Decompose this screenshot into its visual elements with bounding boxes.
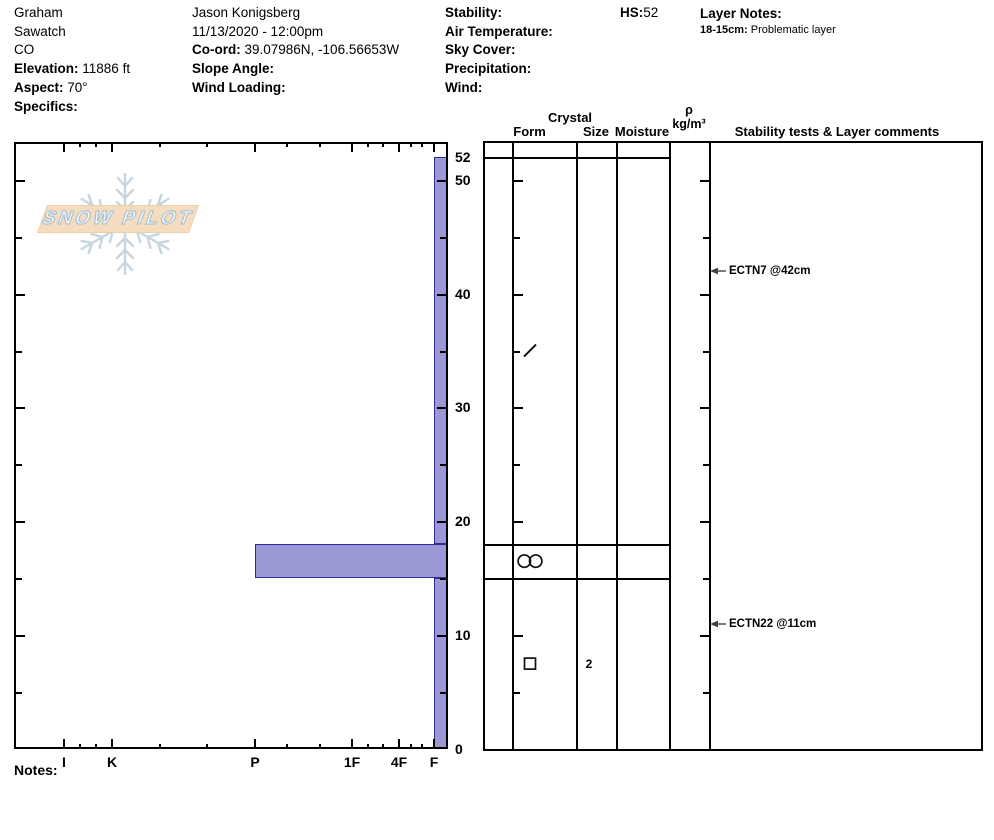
layer-notes-title: Layer Notes: <box>700 6 782 21</box>
hardness-tick <box>398 739 400 749</box>
left-arrow-icon <box>710 619 727 629</box>
hardness-tick <box>206 142 208 147</box>
hardness-tick <box>433 739 435 749</box>
hardness-axis-label: P <box>250 754 260 770</box>
coord-value: 39.07986N, -106.56653W <box>244 42 400 58</box>
depth-tick <box>437 407 446 409</box>
elevation-value: 11886 ft <box>82 61 131 77</box>
hardness-tick <box>410 744 412 749</box>
hardness-tick <box>351 739 353 749</box>
aspect-value: 70° <box>67 79 88 95</box>
layer-notes <box>700 4 836 37</box>
depth-tick <box>703 351 709 353</box>
hardness-tick <box>111 142 113 152</box>
layer-boundary-line <box>483 157 671 159</box>
grain-form-MFcl-icon <box>530 555 542 567</box>
left-arrow-icon <box>710 266 727 276</box>
coord-row <box>192 41 399 60</box>
mountain-range: Sawatch <box>14 23 66 39</box>
depth-tick <box>16 464 22 466</box>
depth-tick <box>440 464 446 466</box>
hardness-tick <box>254 739 256 749</box>
depth-tick <box>514 635 523 637</box>
depth-tick <box>16 351 22 353</box>
hardness-tick <box>79 142 81 147</box>
stability-test-annotation <box>710 265 811 277</box>
specifics-label: Specifics: <box>14 98 78 114</box>
depth-tick <box>16 237 22 239</box>
table-top-border <box>483 141 983 143</box>
comments-column-header: Stability tests & Layer comments <box>734 124 940 139</box>
grain-form-FC-icon <box>525 658 536 669</box>
depth-axis-label: 0 <box>455 741 463 757</box>
hardness-tick <box>95 744 97 749</box>
hardness-tick <box>398 142 400 152</box>
sky-cover-label: Sky Cover: <box>445 42 516 58</box>
hardness-axis-label: I <box>62 754 66 770</box>
observer-info <box>192 4 399 98</box>
hardness-axis-label: F <box>429 754 439 770</box>
elevation-label: Elevation: <box>14 61 79 77</box>
hardness-tick <box>63 142 65 152</box>
depth-tick <box>700 521 709 523</box>
size-column-header: Size <box>582 124 609 139</box>
depth-tick <box>437 521 446 523</box>
hs-label: HS: <box>620 5 644 20</box>
hardness-tick <box>421 744 423 749</box>
depth-axis-label: 10 <box>455 627 471 644</box>
hardness-tick <box>319 142 321 147</box>
depth-tick <box>703 464 709 466</box>
depth-tick <box>514 294 523 296</box>
hardness-tick <box>351 142 353 152</box>
depth-tick <box>700 635 709 637</box>
depth-tick <box>440 578 446 580</box>
density-column-header <box>669 103 709 131</box>
hs-row <box>620 4 658 23</box>
crystal-column-header: Crystal <box>547 110 593 125</box>
depth-tick <box>16 407 25 409</box>
depth-tick <box>514 351 520 353</box>
depth-axis-label: 20 <box>455 513 471 530</box>
state: CO <box>14 42 35 58</box>
layer-note-range: 18-15cm: <box>700 24 748 36</box>
hardness-tick <box>95 142 97 147</box>
hardness-tick <box>319 744 321 749</box>
depth-axis-label: 52 <box>455 149 471 165</box>
depth-tick <box>514 407 523 409</box>
depth-tick <box>700 180 709 182</box>
hardness-axis-label: 1F <box>343 754 361 770</box>
wind-loading-label: Wind Loading: <box>192 79 286 95</box>
depth-tick <box>16 578 22 580</box>
depth-tick <box>703 578 709 580</box>
depth-tick <box>514 464 520 466</box>
depth-tick <box>16 635 25 637</box>
form-column-header: Form <box>513 124 546 139</box>
depth-tick <box>514 237 520 239</box>
hardness-tick <box>159 744 161 749</box>
grain-size-value: 2 <box>585 656 593 671</box>
layer-note-entry <box>700 23 836 37</box>
depth-tick <box>16 294 25 296</box>
depth-tick <box>16 521 25 523</box>
depth-tick <box>514 692 520 694</box>
grain-form-DF-icon <box>524 345 536 357</box>
depth-tick <box>437 294 446 296</box>
aspect-row <box>14 79 130 98</box>
density-symbol: ρ <box>685 103 693 117</box>
depth-axis-label: 50 <box>455 171 471 188</box>
precipitation-label: Precipitation: <box>445 61 532 77</box>
layer-boundary-line <box>483 578 671 580</box>
hardness-tick <box>63 739 65 749</box>
depth-tick <box>514 180 523 182</box>
hardness-tick <box>382 142 384 147</box>
hardness-tick <box>159 142 161 147</box>
depth-tick <box>16 180 25 182</box>
depth-tick <box>514 521 523 523</box>
hardness-tick <box>254 142 256 152</box>
elevation-row <box>14 60 130 79</box>
hardness-axis-label: 4F <box>390 754 408 770</box>
hardness-tick <box>79 744 81 749</box>
depth-tick <box>440 237 446 239</box>
moisture-column-header: Moisture <box>614 124 670 139</box>
observation-datetime: 11/13/2020 - 12:00pm <box>192 23 324 39</box>
hardness-tick <box>382 744 384 749</box>
hardness-profile-chart-frame <box>14 142 448 749</box>
conditions-info <box>445 4 553 98</box>
depth-axis-label: 30 <box>455 399 471 416</box>
hardness-tick <box>367 744 369 749</box>
air-temperature-label: Air Temperature: <box>445 23 553 39</box>
table-bottom-border <box>483 749 983 751</box>
grain-form-MFcl-icon <box>518 555 530 567</box>
hardness-tick <box>367 142 369 147</box>
stability-label: Stability: <box>445 5 503 20</box>
pit-name: Graham <box>14 5 63 20</box>
depth-tick <box>703 237 709 239</box>
table-vertical-line <box>669 141 671 751</box>
depth-tick <box>440 351 446 353</box>
hs-value: 52 <box>643 5 659 20</box>
hardness-tick <box>421 142 423 147</box>
stability-test-annotation <box>710 618 816 630</box>
slope-angle-label: Slope Angle: <box>192 61 275 77</box>
depth-axis-label: 40 <box>455 285 471 302</box>
hardness-tick <box>111 739 113 749</box>
hardness-tick <box>206 744 208 749</box>
density-units: kg/m³ <box>672 117 706 131</box>
depth-tick <box>700 294 709 296</box>
table-vertical-line <box>981 141 983 751</box>
notes-label: Notes: <box>14 762 58 778</box>
observer-name: Jason Konigsberg <box>192 5 301 20</box>
table-vertical-line <box>616 141 618 751</box>
table-vertical-line <box>483 141 485 751</box>
depth-tick <box>700 407 709 409</box>
coord-label: Co-ord: <box>192 42 241 58</box>
depth-tick <box>514 578 520 580</box>
table-vertical-line <box>709 141 711 751</box>
hardness-tick <box>286 142 288 147</box>
stability-test-label: ECTN22 @11cm <box>729 617 817 630</box>
table-vertical-line <box>512 141 514 751</box>
hardness-tick <box>410 142 412 147</box>
hardness-tick <box>286 744 288 749</box>
aspect-label: Aspect: <box>14 79 64 95</box>
stability-test-label: ECTN7 @42cm <box>729 264 811 277</box>
table-vertical-line <box>576 141 578 751</box>
depth-tick <box>440 692 446 694</box>
depth-tick <box>437 635 446 637</box>
depth-tick <box>437 180 446 182</box>
hardness-axis-label: K <box>106 754 118 770</box>
layer-boundary-line <box>483 544 671 546</box>
location-info <box>14 4 130 116</box>
snowpilot-logo-text: SNOW PILOT <box>39 208 198 229</box>
hardness-tick <box>433 142 435 152</box>
layer-note-text: Problematic layer <box>750 24 836 36</box>
depth-tick <box>703 692 709 694</box>
depth-tick <box>16 692 22 694</box>
wind-label: Wind: <box>445 79 483 95</box>
